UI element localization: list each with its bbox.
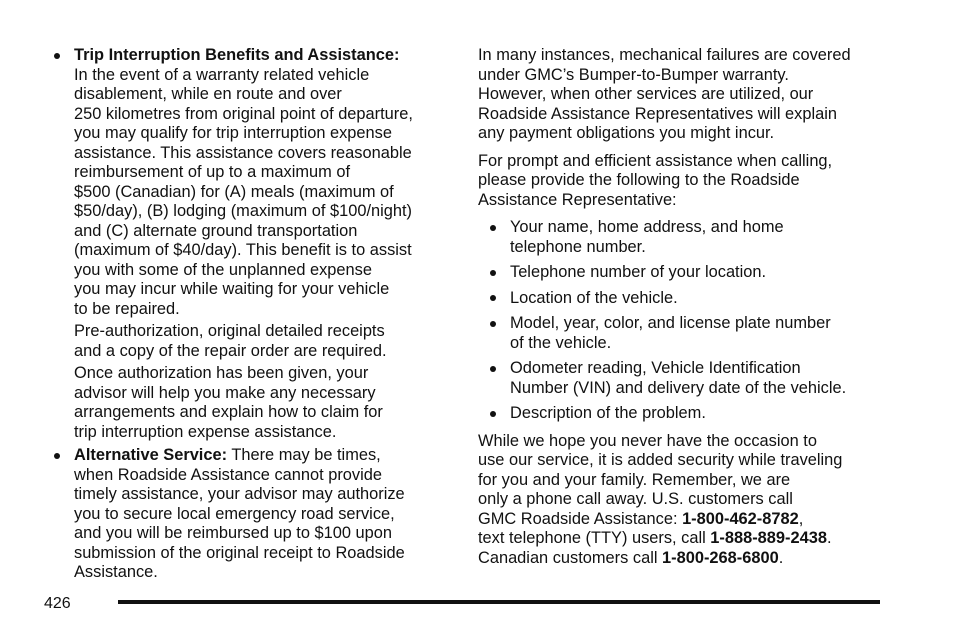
text-line: reimbursement of up to a maximum of xyxy=(74,163,351,181)
text-line: please provide the following to the Roadside xyxy=(478,171,800,189)
text-line: you with some of the unplanned expense xyxy=(74,260,372,279)
trip-interruption-heading: Trip Interruption Benefits and Assistance: xyxy=(74,46,400,64)
text-line: Roadside Assistance Representatives will explain xyxy=(478,104,837,123)
text-line: Description of the problem. xyxy=(510,404,706,422)
text-fragment: text telephone (TTY) users, call xyxy=(478,529,711,547)
preauthorization-paragraph xyxy=(74,322,452,361)
text-line: While we hope you never have the occasion to xyxy=(478,431,817,450)
text-line: trip interruption expense assistance. xyxy=(74,422,337,441)
left-column xyxy=(52,46,452,583)
warranty-paragraph xyxy=(478,46,888,144)
trip-interruption-text xyxy=(74,66,452,320)
text-line: you may incur while waiting for your vehicle xyxy=(74,280,390,298)
prompt-assistance-paragraph xyxy=(478,152,888,211)
text-line: for you and your family. Remember, we are xyxy=(478,470,791,489)
text-line: use our service, it is added security while traveling xyxy=(478,451,843,469)
text-fragment: . xyxy=(826,529,832,547)
text-line: $50/day), (B) lodging (maximum of $100/night) xyxy=(74,202,412,220)
text-fragment: . xyxy=(778,548,784,567)
info-list xyxy=(488,218,888,424)
text-line: Pre-authorization, original detailed receipts xyxy=(74,322,385,340)
text-line: any payment obligations you might incur. xyxy=(478,124,775,142)
text-line: In many instances, mechanical failures are covered xyxy=(478,46,851,64)
tty-phone-line xyxy=(478,529,888,549)
bullet-icon xyxy=(488,404,498,424)
list-item xyxy=(488,218,888,257)
text-line: Once authorization has been given, your xyxy=(74,364,369,382)
list-item xyxy=(488,263,888,283)
text-line: and (C) alternate ground transportation xyxy=(74,221,358,240)
bullet-icon xyxy=(488,263,498,283)
authorization-paragraph xyxy=(74,364,452,442)
gmc-phone-line xyxy=(478,510,888,530)
alternative-service-bullet xyxy=(52,446,452,583)
bullet-icon xyxy=(488,314,498,334)
list-item xyxy=(488,289,888,309)
text-line: arrangements and explain how to claim for xyxy=(74,403,383,421)
contact-paragraph xyxy=(478,432,888,569)
list-item xyxy=(488,359,888,398)
text-line: $500 (Canadian) for (A) meals (maximum of xyxy=(74,182,394,201)
text-line: only a phone call away. U.S. customers call xyxy=(478,490,793,508)
trip-interruption-bullet xyxy=(52,46,452,442)
text-line: timely assistance, your advisor may authorize xyxy=(74,485,405,503)
text-fragment: There may be times, xyxy=(227,446,381,464)
bullet-icon xyxy=(488,289,498,309)
gmc-phone-number: 1-800-462-8782 xyxy=(682,509,799,528)
text-line: Odometer reading, Vehicle Identification xyxy=(510,359,801,377)
text-line: Location of the vehicle. xyxy=(510,288,678,307)
text-line: (maximum of $40/day). This benefit is to assist xyxy=(74,241,412,259)
page-number: 426 xyxy=(44,595,71,612)
alternative-service-heading: Alternative Service: xyxy=(74,446,228,464)
text-fragment: GMC Roadside Assistance: xyxy=(478,509,683,528)
text-line: to be repaired. xyxy=(74,299,180,318)
text-fragment: , xyxy=(798,509,804,528)
text-line: 250 kilometres from original point of departure, xyxy=(74,104,413,123)
text-line: Assistance. xyxy=(74,563,158,581)
text-line: For prompt and efficient assistance when calling, xyxy=(478,151,833,170)
text-line: and you will be reimbursed up to $100 upon xyxy=(74,524,393,542)
text-line: when Roadside Assistance cannot provide xyxy=(74,465,382,484)
text-line: disablement, while en route and over xyxy=(74,85,342,103)
text-line: of the vehicle. xyxy=(510,333,612,352)
footer-rule xyxy=(118,600,880,604)
tty-phone-number: 1-888-889-2438 xyxy=(710,529,827,547)
bullet-icon xyxy=(488,359,498,379)
bullet-icon xyxy=(488,218,498,238)
list-item xyxy=(488,404,888,424)
bullet-icon xyxy=(52,46,62,66)
text-line: Telephone number of your location. xyxy=(510,263,767,281)
text-line: assistance. This assistance covers reasonable xyxy=(74,143,412,162)
text-line: under GMC’s Bumper-to-Bumper warranty. xyxy=(478,65,789,84)
canada-phone-number: 1-800-268-6800 xyxy=(662,548,779,567)
text-line: In the event of a warranty related vehicle xyxy=(74,65,370,84)
text-line: you may qualify for trip interruption expense xyxy=(74,124,392,142)
text-line: you to secure local emergency road service, xyxy=(74,504,395,523)
text-line: telephone number. xyxy=(510,237,646,256)
text-line: However, when other services are utilized, our xyxy=(478,85,814,103)
text-line: Model, year, color, and license plate number xyxy=(510,314,831,332)
list-item xyxy=(488,314,888,353)
text-line: and a copy of the repair order are required. xyxy=(74,341,387,360)
text-line: Number (VIN) and delivery date of the vehicle. xyxy=(510,378,847,397)
text-line: Your name, home address, and home xyxy=(510,218,784,236)
text-line: advisor will help you make any necessary xyxy=(74,383,376,402)
right-column xyxy=(478,46,888,568)
text-line: submission of the original receipt to Roadside xyxy=(74,543,405,562)
canada-phone-line xyxy=(478,549,888,569)
text-fragment: Canadian customers call xyxy=(478,548,663,567)
bullet-icon xyxy=(52,446,62,466)
text-line: Assistance Representative: xyxy=(478,190,677,209)
